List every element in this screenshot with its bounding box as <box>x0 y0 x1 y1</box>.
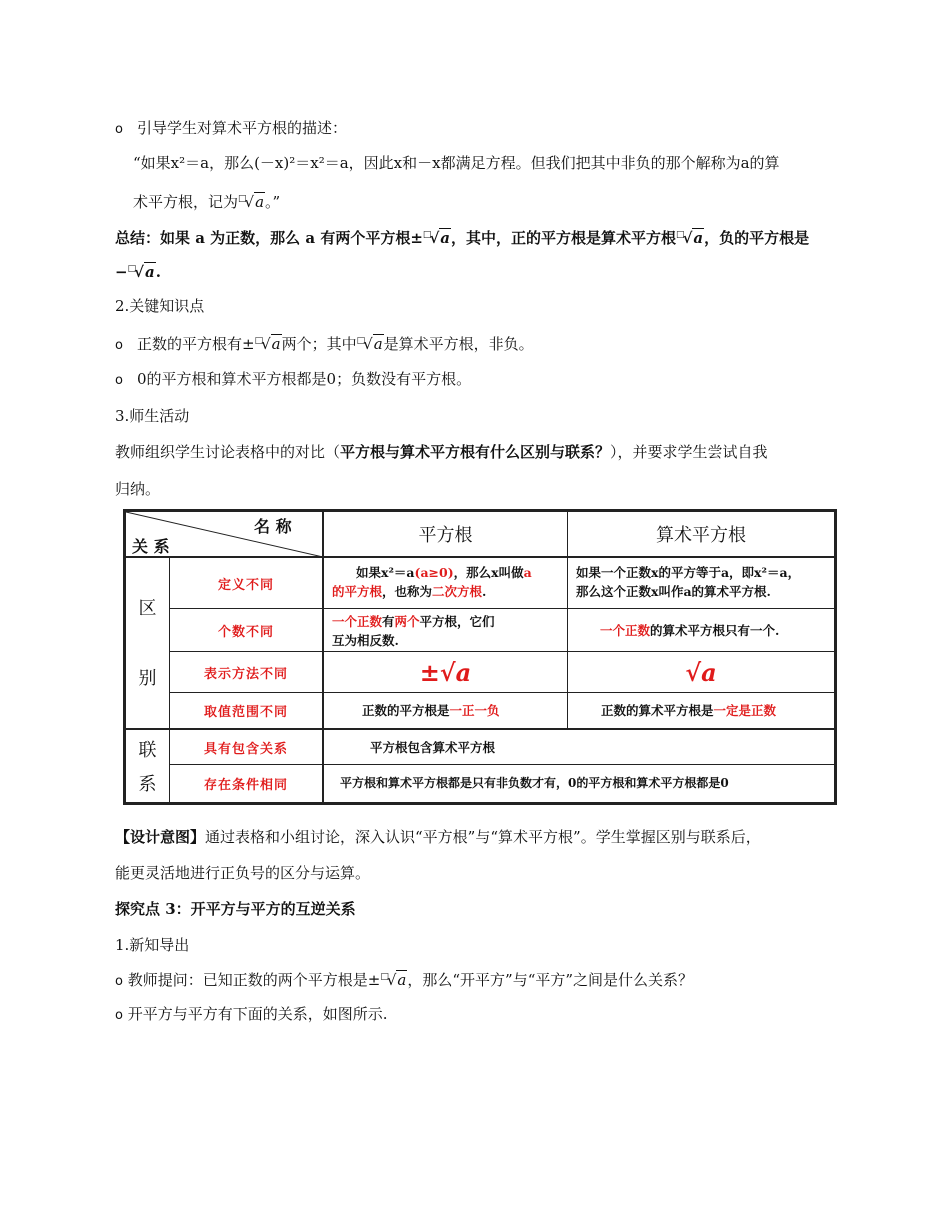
cell-notation-arithmetic-root: √a <box>685 657 717 687</box>
explore-bullet-1: o 教师提问：已知正数的两个平方根是±□√a，那么“开平方”与“平方”之间是什么关系？ <box>115 966 693 993</box>
radical-symbol: □√a <box>254 335 281 353</box>
cell-inclusion: 平方根包含算术平方根 <box>370 739 496 755</box>
radical-symbol: □√a <box>127 263 155 281</box>
bullet-item-describe: o 引导学生对算术平方根的描述： <box>115 117 347 141</box>
comparison-table <box>123 509 837 805</box>
cell-condition: 平方根和算术平方根都是只有非负数才有，0的平方根和算术平方根都是0 <box>340 776 729 790</box>
summary-line-1: 总结：如果 a 为正数，那么 a 有两个平方根±□√a，其中，正的平方根是算术平方根□√a，负的平方根是 <box>115 224 809 249</box>
summary-line-2: −□√a. <box>115 258 161 283</box>
bullet-icon: o <box>115 122 123 137</box>
corner-header-name: 名 称 <box>254 516 292 536</box>
column-header-square-root: 平方根 <box>418 525 473 546</box>
paragraph-activity: 教师组织学生讨论表格中的对比（平方根与算术平方根有什么区别与联系？），并要求学生尝试自我 <box>115 443 768 461</box>
cell-range-square-root: 正数的平方根是 一正一负 <box>362 703 500 718</box>
column-header-arithmetic-root: 算术平方根 <box>656 525 746 546</box>
cell-definition-arithmetic-root: 如果一个正数x的平方等于a，即x²＝a， 那么这个正数x叫作a的算术平方根. <box>576 565 801 599</box>
cell-notation-square-root: ±√a <box>419 657 472 687</box>
cell-count-square-root: 一个正数有两个平方根，它们 互为相反数. <box>332 614 495 648</box>
bullet-item-key-2: o 0的平方根和算术平方根都是0；负数没有平方根。 <box>115 368 471 392</box>
group-label-connection-1: 联 <box>138 740 157 761</box>
corner-header-relation: 关 系 <box>132 536 170 556</box>
section-heading-3: 3.师生活动 <box>115 407 190 425</box>
cell-definition-square-root: 如果x²＝a(a≥0)，那么x叫做a 的平方根，也称为二次方根. <box>332 565 532 599</box>
radical-symbol: □√a <box>356 335 383 353</box>
design-intent-line-1: 【设计意图】通过表格和小组讨论，深入认识“平方根”与“算术平方根”。学生掌握区别与联系后， <box>115 828 761 846</box>
radical-symbol: □√a <box>422 229 451 247</box>
section-heading-2: 2.关键知识点 <box>115 297 205 315</box>
bullet-icon: o <box>115 974 123 989</box>
group-label-connection-2: 系 <box>138 774 157 795</box>
bullet-icon: o <box>115 1008 123 1023</box>
group-label-difference-1: 区 <box>138 598 157 619</box>
quote-line-1: “如果x²＝a，那么(－x)²＝x²＝a，因此x和－x都满足方程。但我们把其中非负的那个解称为a的算 <box>133 154 780 172</box>
row-label-range: 取值范围不同 <box>203 705 288 720</box>
radical-symbol: □√a <box>238 193 265 211</box>
quote-line-2: 术平方根，记为□√a。” <box>133 188 280 213</box>
radical-symbol: □√a <box>380 971 407 989</box>
design-intent-line-2: 能更灵活地进行正负号的区分与运算。 <box>115 864 371 882</box>
paragraph-activity-end: 归纳。 <box>115 480 161 498</box>
row-label-definition: 定义不同 <box>217 577 274 593</box>
bullet-icon: o <box>115 373 123 388</box>
cell-range-arithmetic-root: 正数的算术平方根是 一定是正数 <box>601 703 777 718</box>
explore-heading: 探究点 3：开平方与平方的互逆关系 <box>115 900 356 918</box>
bullet-item-key-1: o 正数的平方根有±□√a两个；其中□√a是算术平方根，非负。 <box>115 330 534 357</box>
explore-bullet-2: o 开平方与平方有下面的关系，如图所示. <box>115 1005 388 1023</box>
row-label-notation: 表示方法不同 <box>203 666 288 682</box>
row-label-inclusion: 具有包含关系 <box>203 741 288 757</box>
group-label-difference-2: 别 <box>138 668 157 689</box>
row-label-count: 个数不同 <box>217 624 274 640</box>
row-label-condition: 存在条件相同 <box>203 778 288 793</box>
explore-subheading: 1.新知导出 <box>115 936 190 954</box>
bullet-icon: o <box>115 338 123 353</box>
cell-count-arithmetic-root: 一个正数 的算术平方根只有一个. <box>600 622 780 638</box>
radical-symbol: □√a <box>676 229 704 247</box>
